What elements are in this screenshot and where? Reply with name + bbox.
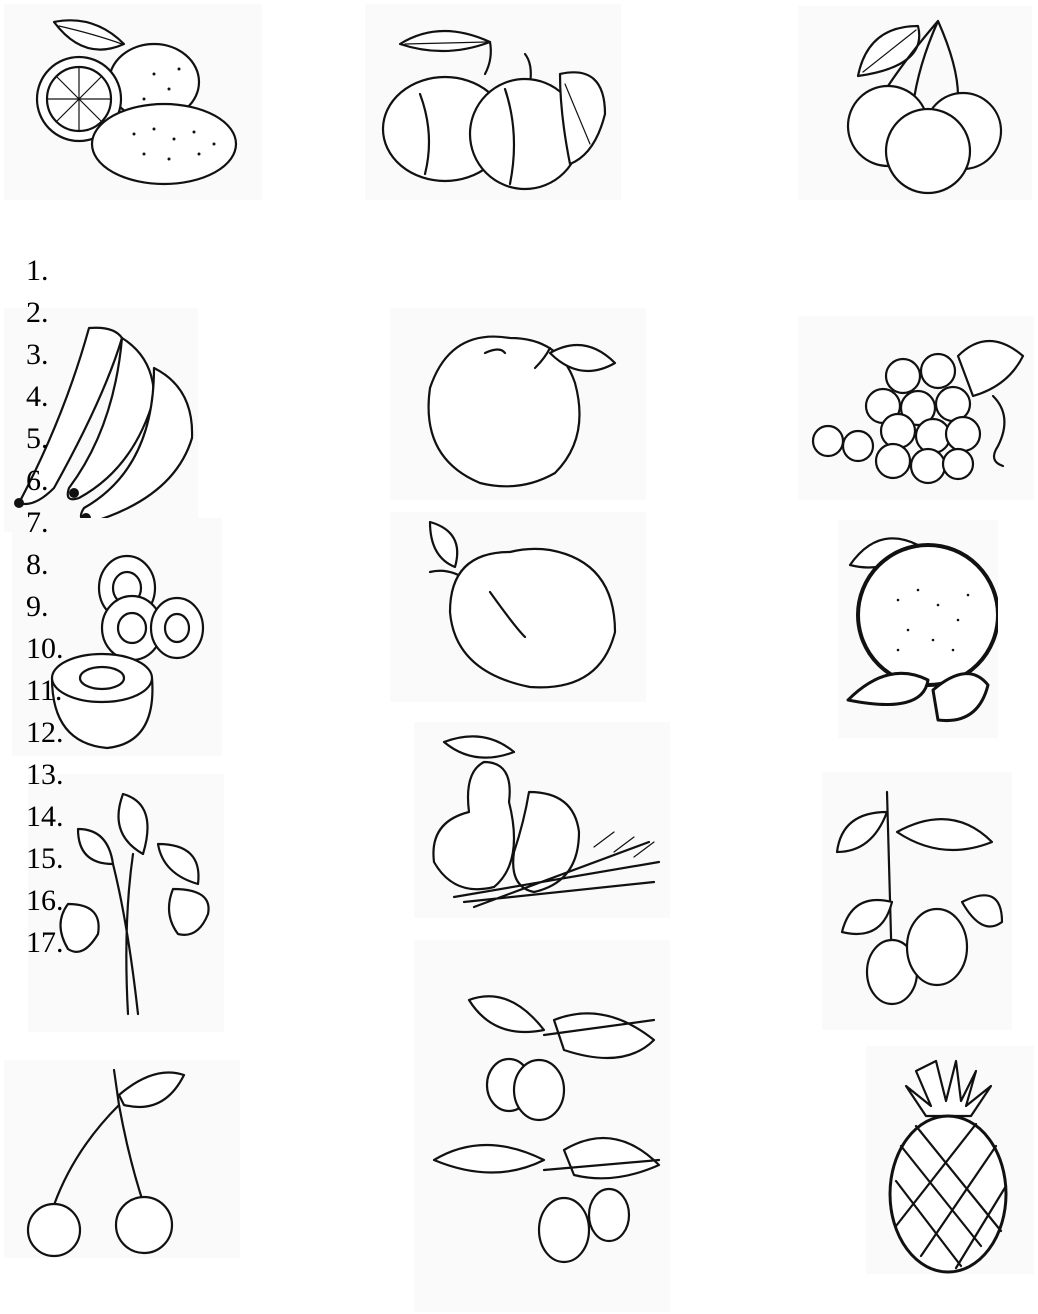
- answer-number: 8.: [26, 548, 49, 581]
- cherries-with-leaf-icon: [798, 6, 1032, 200]
- answer-number: 4.: [26, 380, 49, 413]
- answer-number: 9.: [26, 590, 49, 623]
- answer-number: 6.: [26, 464, 49, 497]
- apple-icon: [390, 308, 646, 500]
- pineapple-icon: [866, 1046, 1034, 1274]
- grapes-icon: [798, 316, 1034, 500]
- answer-number: 10.: [26, 632, 64, 665]
- answer-number: 2.: [26, 296, 49, 329]
- cherry-icon: [4, 1060, 240, 1258]
- plums-icon: [365, 4, 621, 200]
- answer-number: 13.: [26, 758, 64, 791]
- answer-number: 15.: [26, 842, 64, 875]
- answer-number-list: [26, 250, 64, 964]
- answer-number: 11.: [26, 674, 63, 707]
- answer-number: 12.: [26, 716, 64, 749]
- answer-number: 7.: [26, 506, 49, 539]
- lemon-icon: [4, 4, 262, 200]
- orange-icon: [838, 520, 998, 738]
- answer-number: 3.: [26, 338, 49, 371]
- answer-number: 16.: [26, 884, 64, 917]
- answer-number: 17.: [26, 926, 64, 959]
- answer-number: 5.: [26, 422, 49, 455]
- plum-branch-icon: [822, 772, 1012, 1030]
- answer-number: 1.: [26, 254, 49, 287]
- apricot-icon: [390, 512, 646, 702]
- raspberry-icon: [414, 940, 670, 1312]
- answer-number: 14.: [26, 800, 64, 833]
- pear-icon: [414, 722, 670, 918]
